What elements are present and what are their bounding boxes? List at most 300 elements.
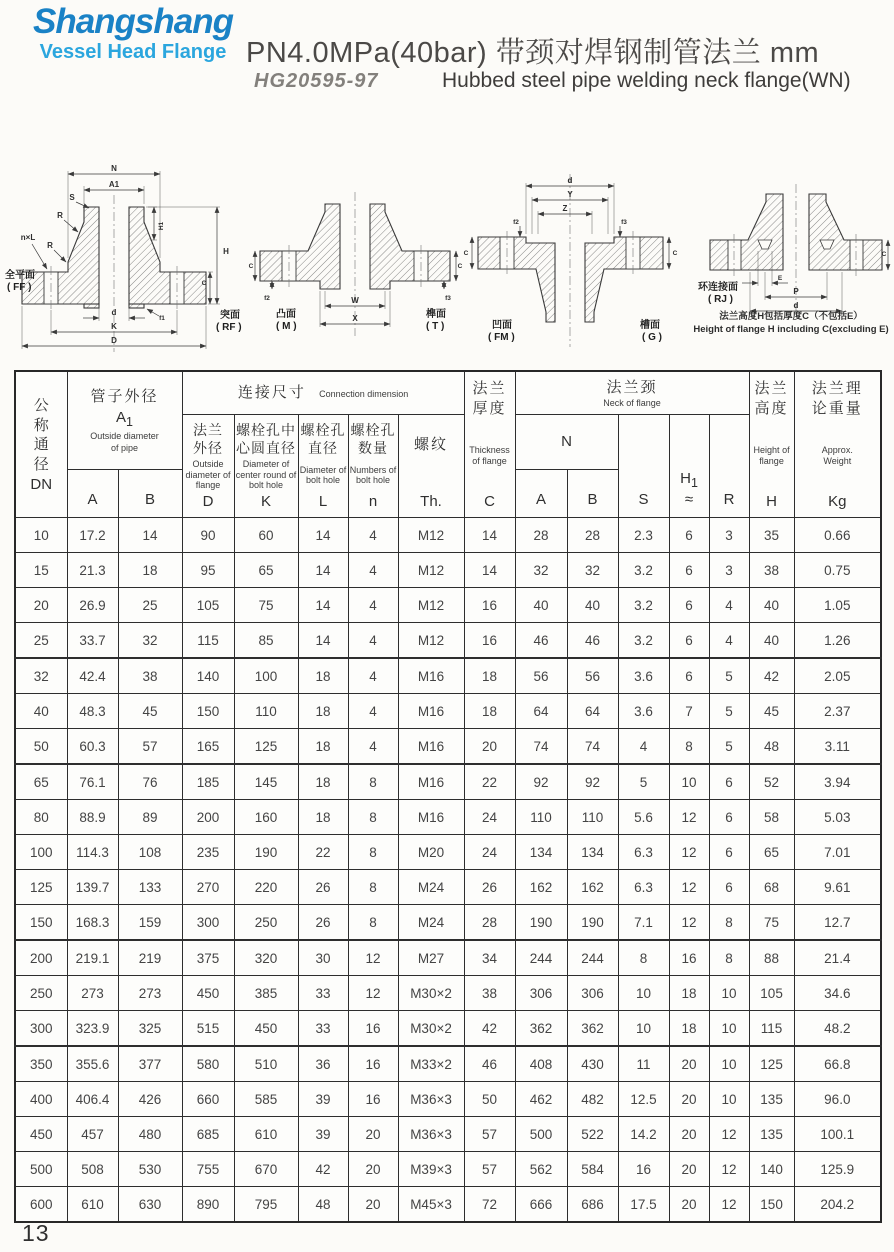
bolt-hole-left [728, 240, 741, 270]
cell-pipe-a: 508 [67, 1152, 118, 1187]
cell-neck-b: 28 [567, 518, 618, 553]
cell-flange-od: 375 [182, 940, 234, 976]
cell-neck-r: 5 [709, 694, 749, 729]
cell-pipe-b: 25 [118, 588, 182, 623]
cell-bolt-circle: 220 [234, 870, 298, 905]
cell-thickness: 14 [464, 518, 515, 553]
cell-pipe-b: 76 [118, 764, 182, 800]
header-height-cn2: 高度 [754, 399, 789, 417]
cell-dn: 400 [15, 1082, 67, 1117]
cell-bolt-circle: 75 [234, 588, 298, 623]
dim-label-R1: R [57, 211, 63, 220]
cell-thickness: 42 [464, 1011, 515, 1047]
header-height-code: H [766, 493, 777, 510]
cell-bolt-num: 12 [348, 940, 398, 976]
cell-flange-od: 300 [182, 905, 234, 941]
cell-pipe-a: 26.9 [67, 588, 118, 623]
drawings-band [0, 148, 894, 363]
cell-bolt-num: 4 [348, 553, 398, 588]
table-row [15, 1082, 881, 1117]
dim-label-H1: H1 [158, 221, 165, 231]
header-bolt-hole-cn1: 螺栓孔 [300, 422, 346, 438]
cell-weight: 66.8 [794, 1046, 881, 1082]
cell-neck-a: 110 [515, 800, 567, 835]
header-bolt-hole-cn2: 直径 [308, 439, 339, 456]
cell-thread: M30×2 [398, 1011, 464, 1047]
cell-pipe-a: 323.9 [67, 1011, 118, 1047]
cell-weight: 3.94 [794, 764, 881, 800]
cell-bolt-hole-dia: 36 [298, 1046, 348, 1082]
face-label-rf-cn: 突面 [220, 310, 240, 321]
cell-flange-od: 580 [182, 1046, 234, 1082]
cell-neck-b: 64 [567, 694, 618, 729]
header-thread-code: Th. [420, 493, 442, 510]
raised-face-right [129, 304, 144, 308]
cell-neck-r: 4 [709, 588, 749, 623]
dim-label-C-right: C [672, 250, 678, 257]
table-row [15, 800, 881, 835]
dim-label-E: E [777, 275, 783, 282]
cell-bolt-num: 20 [348, 1117, 398, 1152]
header-neck-s-code: S [638, 491, 649, 508]
cell-bolt-circle: 320 [234, 940, 298, 976]
cell-bolt-hole-dia: 33 [298, 1011, 348, 1047]
dim-label-f1: f1 [159, 315, 165, 322]
cell-thread: M16 [398, 729, 464, 765]
cell-bolt-hole-dia: 48 [298, 1187, 348, 1223]
cell-pipe-b: 325 [118, 1011, 182, 1047]
cell-bolt-circle: 585 [234, 1082, 298, 1117]
cell-thread: M27 [398, 940, 464, 976]
cell-weight: 96.0 [794, 1082, 881, 1117]
cell-bolt-circle: 145 [234, 764, 298, 800]
cell-flange-od: 270 [182, 870, 234, 905]
dim-label-C: C [201, 280, 207, 287]
cell-neck-r: 6 [709, 835, 749, 870]
header-bolt-num-code: n [368, 493, 378, 510]
cell-pipe-b: 18 [118, 553, 182, 588]
cell-pipe-b: 426 [118, 1082, 182, 1117]
cell-bolt-num: 4 [348, 658, 398, 694]
cell-pipe-a: 457 [67, 1117, 118, 1152]
cell-thickness: 57 [464, 1117, 515, 1152]
cell-neck-h1: 20 [669, 1082, 709, 1117]
dim-label-Z: Z [562, 204, 568, 213]
cell-height: 45 [749, 694, 794, 729]
cell-bolt-hole-dia: 39 [298, 1117, 348, 1152]
face-label-m-en: ( M ) [276, 321, 297, 332]
brand-tagline: Vessel Head Flange [39, 40, 227, 63]
cell-neck-s: 5 [618, 764, 669, 800]
header-bolt-num [348, 415, 398, 518]
face-label-rf-en: ( RF ) [216, 322, 242, 333]
cell-pipe-b: 530 [118, 1152, 182, 1187]
header-neck-n [515, 415, 618, 470]
drawing-note-cn: 法兰高度H包括厚度C（不包括E） [719, 311, 863, 322]
cell-neck-a: 162 [515, 870, 567, 905]
table-body [15, 518, 881, 1223]
cell-neck-a: 362 [515, 1011, 567, 1047]
cell-bolt-num: 4 [348, 729, 398, 765]
header-thickness-en: Thickness of flange [469, 445, 510, 466]
table-row [15, 1011, 881, 1047]
cell-neck-r: 12 [709, 1187, 749, 1223]
cell-thickness: 16 [464, 588, 515, 623]
cell-height: 115 [749, 1011, 794, 1047]
cell-neck-r: 6 [709, 764, 749, 800]
cell-neck-b: 306 [567, 976, 618, 1011]
header-neck-en: Neck of flange [603, 397, 661, 408]
cell-bolt-num: 8 [348, 800, 398, 835]
cell-dn: 80 [15, 800, 67, 835]
cell-pipe-a: 88.9 [67, 800, 118, 835]
cell-thread: M39×3 [398, 1152, 464, 1187]
header-weight-en1: Approx. [821, 445, 853, 456]
cell-thread: M30×2 [398, 976, 464, 1011]
cell-neck-a: 190 [515, 905, 567, 941]
cell-thickness: 28 [464, 905, 515, 941]
header-bolt-hole-code: L [318, 493, 328, 510]
cell-pipe-a: 42.4 [67, 658, 118, 694]
cell-neck-h1: 20 [669, 1117, 709, 1152]
cell-height: 125 [749, 1046, 794, 1082]
header-neck-a: A [515, 470, 567, 518]
cell-thread: M36×3 [398, 1082, 464, 1117]
face-label-m-cn: 凸面 [276, 309, 296, 320]
dim-label-nxL: n×L [20, 233, 36, 242]
cell-bolt-hole-dia: 14 [298, 588, 348, 623]
cell-neck-r: 12 [709, 1117, 749, 1152]
cell-neck-a: 462 [515, 1082, 567, 1117]
table-row [15, 976, 881, 1011]
cell-dn: 65 [15, 764, 67, 800]
cell-bolt-num: 20 [348, 1152, 398, 1187]
flange-section-left [22, 207, 99, 304]
header-pipe-code: $A_1$ [116, 408, 133, 429]
cell-weight: 0.66 [794, 518, 881, 553]
header-bolt-circle-code: K [261, 493, 272, 510]
face-label-rj-en: ( RJ ) [708, 294, 733, 305]
cell-bolt-num: 8 [348, 835, 398, 870]
cell-neck-r: 10 [709, 1046, 749, 1082]
header-connection-en: Connection dimension [319, 389, 409, 400]
dim-label-f2: f2 [264, 295, 270, 302]
cell-bolt-hole-dia: 22 [298, 835, 348, 870]
face-label-ff-cn: 全平面 [5, 270, 35, 281]
cell-neck-s: 7.1 [618, 905, 669, 941]
cell-bolt-circle: 795 [234, 1187, 298, 1223]
cell-thickness: 72 [464, 1187, 515, 1223]
cell-neck-s: 3.6 [618, 658, 669, 694]
cell-bolt-num: 8 [348, 870, 398, 905]
dim-label-D: D [111, 336, 117, 345]
cell-bolt-hole-dia: 18 [298, 764, 348, 800]
cell-bolt-num: 4 [348, 588, 398, 623]
header-height [749, 371, 794, 518]
cell-thread: M16 [398, 694, 464, 729]
cell-weight: 2.37 [794, 694, 881, 729]
cell-neck-b: 134 [567, 835, 618, 870]
cell-weight: 2.05 [794, 658, 881, 694]
cell-neck-r: 3 [709, 518, 749, 553]
cell-bolt-circle: 85 [234, 623, 298, 659]
cell-neck-h1: 20 [669, 1187, 709, 1223]
cell-neck-s: 2.3 [618, 518, 669, 553]
cell-pipe-b: 630 [118, 1187, 182, 1223]
cell-neck-b: 110 [567, 800, 618, 835]
cell-thickness: 22 [464, 764, 515, 800]
table-row [15, 870, 881, 905]
dim-label-d: d [111, 308, 117, 317]
cell-neck-b: 482 [567, 1082, 618, 1117]
flange-section-right [585, 237, 663, 322]
dim-label-R2: R [47, 241, 53, 250]
cell-bolt-hole-dia: 42 [298, 1152, 348, 1187]
cell-flange-od: 95 [182, 553, 234, 588]
cell-bolt-circle: 125 [234, 729, 298, 765]
header-thickness [464, 371, 515, 518]
face-label-fm-en: ( FM ) [488, 332, 515, 343]
cell-thickness: 14 [464, 553, 515, 588]
header-bolt-circle-cn2: 心圆直径 [236, 439, 297, 456]
cell-flange-od: 165 [182, 729, 234, 765]
cell-neck-a: 74 [515, 729, 567, 765]
cell-neck-a: 134 [515, 835, 567, 870]
table-row [15, 658, 881, 694]
cell-bolt-circle: 190 [234, 835, 298, 870]
header-thickness-code: C [484, 493, 495, 510]
cell-neck-s: 4 [618, 729, 669, 765]
cell-neck-b: 40 [567, 588, 618, 623]
cell-neck-s: 10 [618, 1011, 669, 1047]
cell-pipe-a: 17.2 [67, 518, 118, 553]
cell-pipe-b: 219 [118, 940, 182, 976]
header-bolt-num-en: Numbers of bolt hole [349, 464, 397, 485]
header-pipe-a: A [67, 470, 118, 518]
cell-bolt-hole-dia: 14 [298, 518, 348, 553]
cell-neck-b: 686 [567, 1187, 618, 1223]
flange-section-left [478, 237, 555, 322]
cell-neck-h1: 16 [669, 940, 709, 976]
cell-pipe-b: 480 [118, 1117, 182, 1152]
face-label-rj-cn: 环连接面 [698, 282, 738, 293]
cell-weight: 5.03 [794, 800, 881, 835]
dim-label-W: W [351, 296, 359, 305]
cell-bolt-num: 16 [348, 1082, 398, 1117]
cell-bolt-hole-dia: 33 [298, 976, 348, 1011]
cell-neck-b: 162 [567, 870, 618, 905]
cell-weight: 1.26 [794, 623, 881, 659]
cell-thread: M12 [398, 553, 464, 588]
table-row [15, 518, 881, 553]
bolt-hole-right [850, 240, 863, 270]
header-dn-code: DN [30, 476, 53, 493]
cell-pipe-a: 355.6 [67, 1046, 118, 1082]
header-dn [15, 371, 67, 518]
cell-neck-b: 584 [567, 1152, 618, 1187]
face-label-ff-en: ( FF ) [7, 282, 32, 293]
cell-thickness: 50 [464, 1082, 515, 1117]
cell-neck-r: 10 [709, 1082, 749, 1117]
cell-neck-s: 6.3 [618, 835, 669, 870]
standard-number: HG20595-97 [254, 70, 379, 92]
cell-weight: 100.1 [794, 1117, 881, 1152]
face-label-g-cn: 槽面 [640, 320, 660, 331]
cell-pipe-a: 114.3 [67, 835, 118, 870]
cell-neck-a: 32 [515, 553, 567, 588]
cell-thread: M24 [398, 870, 464, 905]
cell-neck-r: 5 [709, 729, 749, 765]
cell-flange-od: 115 [182, 623, 234, 659]
dim-label-C-left: C [463, 250, 469, 257]
cell-weight: 204.2 [794, 1187, 881, 1223]
cell-pipe-b: 133 [118, 870, 182, 905]
cell-flange-od: 235 [182, 835, 234, 870]
cell-thread: M12 [398, 588, 464, 623]
cell-neck-s: 5.6 [618, 800, 669, 835]
table-row [15, 588, 881, 623]
cell-weight: 0.75 [794, 553, 881, 588]
cell-pipe-b: 108 [118, 835, 182, 870]
cell-neck-h1: 12 [669, 870, 709, 905]
cell-thickness: 18 [464, 694, 515, 729]
header-height-en: Height of flange [753, 445, 790, 466]
cell-neck-h1: 12 [669, 835, 709, 870]
cell-neck-h1: 20 [669, 1152, 709, 1187]
header-bolt-hole-en: Diameter of bolt hole [299, 464, 347, 485]
spec-table-wrapper [14, 370, 882, 1223]
header-bolt-circle-cn1: 螺栓孔中 [236, 422, 297, 438]
cell-dn: 150 [15, 905, 67, 941]
cell-bolt-circle: 110 [234, 694, 298, 729]
cell-neck-b: 56 [567, 658, 618, 694]
cell-pipe-a: 273 [67, 976, 118, 1011]
cell-height: 140 [749, 1152, 794, 1187]
cell-neck-a: 666 [515, 1187, 567, 1223]
cell-neck-a: 40 [515, 588, 567, 623]
cell-flange-od: 660 [182, 1082, 234, 1117]
cell-thread: M16 [398, 658, 464, 694]
header-weight-en2: Weight [823, 455, 852, 466]
cell-thread: M36×3 [398, 1117, 464, 1152]
cell-weight: 48.2 [794, 1011, 881, 1047]
cell-height: 105 [749, 976, 794, 1011]
cell-weight: 34.6 [794, 976, 881, 1011]
cell-thread: M16 [398, 800, 464, 835]
cell-thread: M20 [398, 835, 464, 870]
header-pipe-en1: Outside diameter [90, 430, 159, 441]
cell-neck-h1: 18 [669, 1011, 709, 1047]
cell-flange-od: 105 [182, 588, 234, 623]
header-pipe-en2: of pipe [110, 443, 139, 454]
cell-flange-od: 185 [182, 764, 234, 800]
cell-neck-h1: 6 [669, 623, 709, 659]
cell-neck-a: 408 [515, 1046, 567, 1082]
cell-flange-od: 685 [182, 1117, 234, 1152]
cell-weight: 21.4 [794, 940, 881, 976]
cell-height: 52 [749, 764, 794, 800]
cell-flange-od: 150 [182, 694, 234, 729]
cell-neck-s: 16 [618, 1152, 669, 1187]
cell-neck-h1: 18 [669, 976, 709, 1011]
cell-thread: M45×3 [398, 1187, 464, 1223]
cell-bolt-num: 4 [348, 694, 398, 729]
face-label-t-en: ( T ) [426, 321, 445, 332]
cell-bolt-hole-dia: 18 [298, 694, 348, 729]
cell-weight: 9.61 [794, 870, 881, 905]
cell-bolt-num: 16 [348, 1011, 398, 1047]
cell-thickness: 16 [464, 623, 515, 659]
cell-thread: M33×2 [398, 1046, 464, 1082]
cell-neck-b: 362 [567, 1011, 618, 1047]
cell-thread: M24 [398, 905, 464, 941]
cell-neck-a: 56 [515, 658, 567, 694]
cell-dn: 500 [15, 1152, 67, 1187]
cell-thread: M16 [398, 764, 464, 800]
cell-height: 58 [749, 800, 794, 835]
cell-neck-b: 244 [567, 940, 618, 976]
header-pipe-cn: 管子外径 [90, 388, 159, 406]
cell-bolt-circle: 100 [234, 658, 298, 694]
cell-neck-h1: 8 [669, 729, 709, 765]
header-connection-cn: 连接尺寸 [237, 384, 306, 402]
cell-neck-r: 12 [709, 1152, 749, 1187]
cell-dn: 10 [15, 518, 67, 553]
cell-neck-s: 8 [618, 940, 669, 976]
header-flange-od-cn2: 外径 [193, 439, 224, 456]
cell-neck-h1: 7 [669, 694, 709, 729]
header-neck-r [709, 415, 749, 518]
cell-pipe-a: 76.1 [67, 764, 118, 800]
cell-weight: 7.01 [794, 835, 881, 870]
cell-thickness: 24 [464, 835, 515, 870]
table-row [15, 835, 881, 870]
cell-thread: M12 [398, 518, 464, 553]
header-weight [794, 371, 881, 518]
cell-bolt-circle: 60 [234, 518, 298, 553]
header-bolt-num-cn1: 螺栓孔 [350, 422, 396, 438]
cell-height: 135 [749, 1117, 794, 1152]
cell-pipe-b: 273 [118, 976, 182, 1011]
dim-label-K: K [111, 322, 117, 331]
cell-neck-b: 74 [567, 729, 618, 765]
cell-dn: 50 [15, 729, 67, 765]
cell-bolt-num: 16 [348, 1046, 398, 1082]
cell-pipe-b: 377 [118, 1046, 182, 1082]
dim-label-N: N [111, 164, 117, 173]
cell-neck-a: 306 [515, 976, 567, 1011]
cell-height: 42 [749, 658, 794, 694]
header-pipe-b: B [118, 470, 182, 518]
cell-bolt-circle: 510 [234, 1046, 298, 1082]
table-row [15, 764, 881, 800]
cell-thickness: 34 [464, 940, 515, 976]
flange-section-right [129, 207, 206, 304]
cell-neck-b: 46 [567, 623, 618, 659]
header-neck-h1-code: $H_1$ [680, 470, 698, 490]
cell-neck-b: 430 [567, 1046, 618, 1082]
header-thread-cn: 螺纹 [414, 436, 449, 453]
cell-weight: 1.05 [794, 588, 881, 623]
cell-height: 40 [749, 588, 794, 623]
dim-label-C-left: C [248, 263, 254, 270]
cell-neck-r: 8 [709, 905, 749, 941]
header-thread [398, 415, 464, 518]
dim-label-d: d [567, 176, 573, 185]
raised-face-left [84, 304, 99, 308]
header-bolt-circle [234, 415, 298, 518]
dim-label-Y: Y [567, 190, 573, 199]
